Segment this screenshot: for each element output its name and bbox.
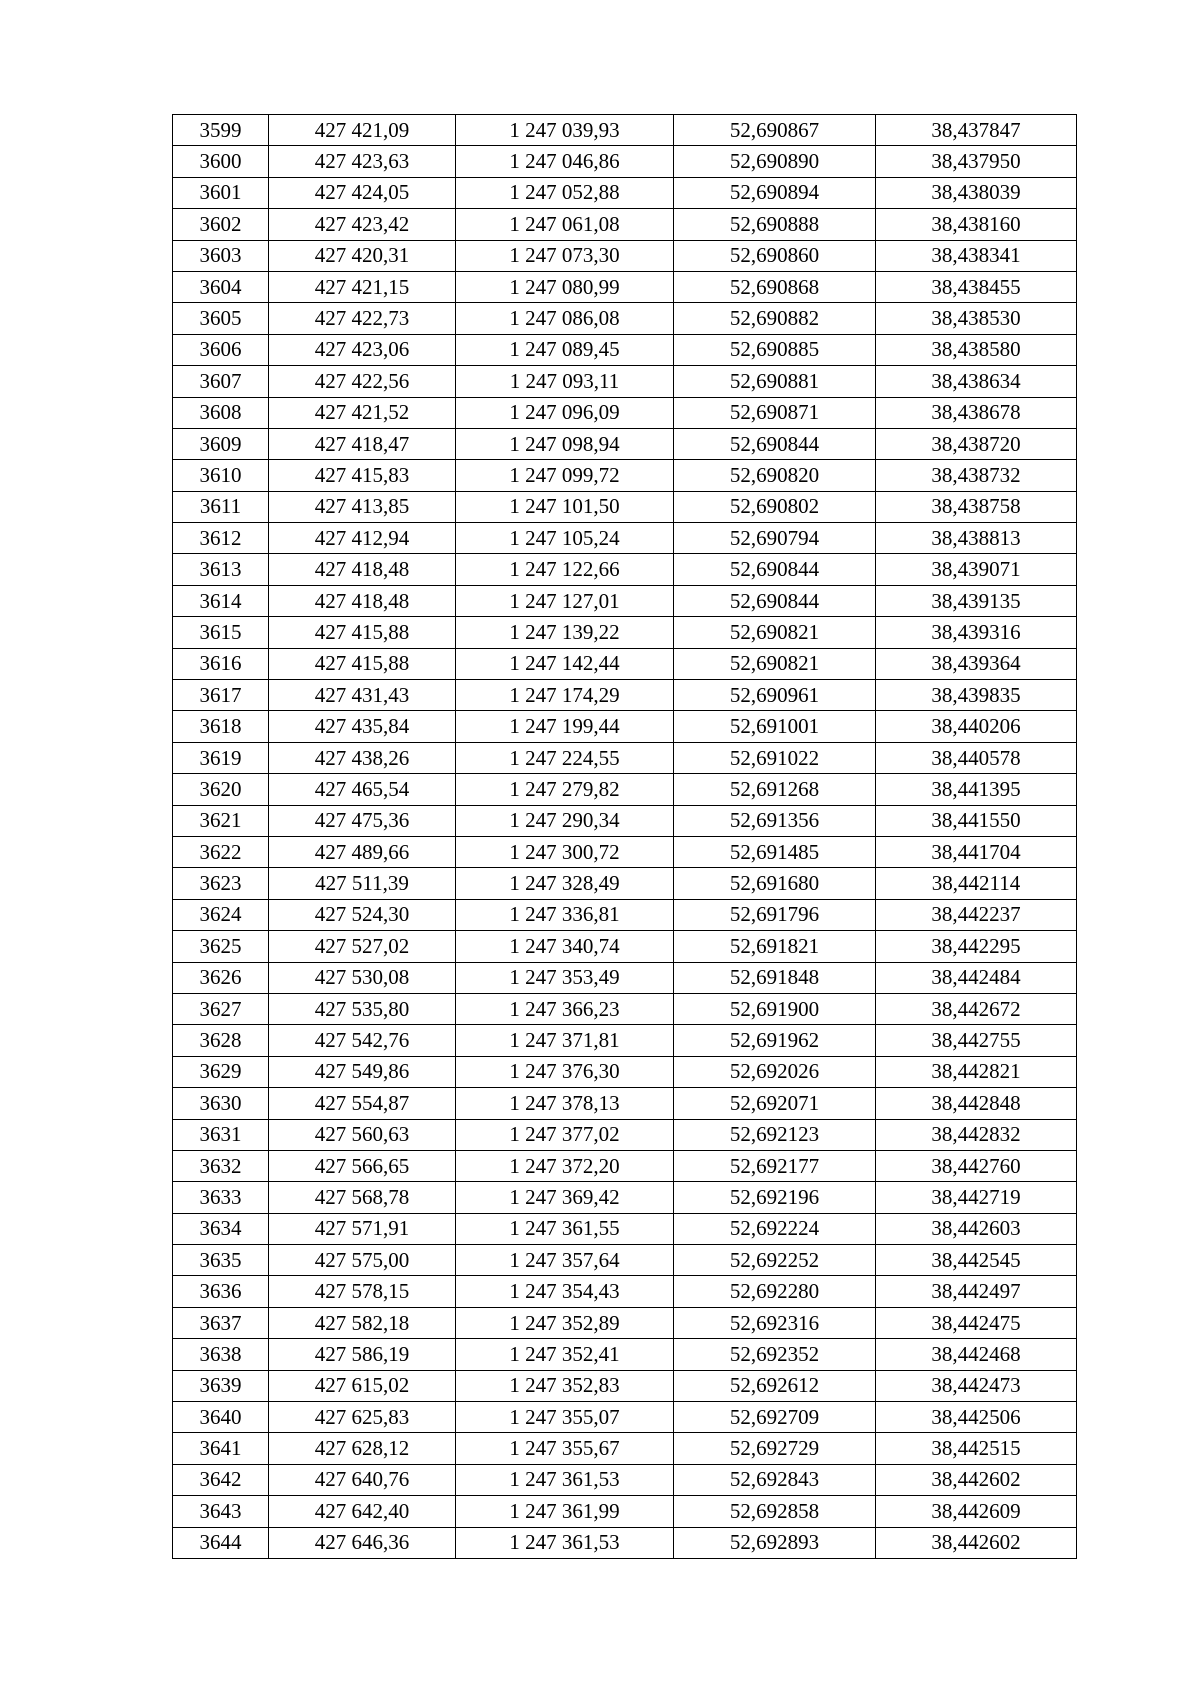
x-coordinate-cell: 427 423,42: [269, 209, 456, 240]
table-row: [173, 1433, 1077, 1464]
point-number-cell: 3619: [173, 742, 269, 773]
y-coordinate-cell: 1 247 093,11: [456, 366, 674, 397]
table-row: [173, 1402, 1077, 1433]
longitude-cell: 38,442609: [876, 1496, 1077, 1527]
table-row: [173, 1276, 1077, 1307]
latitude-cell: 52,690860: [674, 240, 876, 271]
table-row: [173, 397, 1077, 428]
table-row: [173, 617, 1077, 648]
y-coordinate-cell: 1 247 086,08: [456, 303, 674, 334]
y-coordinate-cell: 1 247 372,20: [456, 1150, 674, 1181]
table-row: [173, 1339, 1077, 1370]
y-coordinate-cell: 1 247 105,24: [456, 523, 674, 554]
longitude-cell: 38,442821: [876, 1056, 1077, 1087]
point-number-cell: 3644: [173, 1527, 269, 1558]
point-number-cell: 3606: [173, 334, 269, 365]
longitude-cell: 38,442545: [876, 1245, 1077, 1276]
table-row: [173, 1464, 1077, 1495]
x-coordinate-cell: 427 422,73: [269, 303, 456, 334]
y-coordinate-cell: 1 247 361,99: [456, 1496, 674, 1527]
y-coordinate-cell: 1 247 122,66: [456, 554, 674, 585]
table-row: [173, 868, 1077, 899]
y-coordinate-cell: 1 247 340,74: [456, 931, 674, 962]
y-coordinate-cell: 1 247 199,44: [456, 711, 674, 742]
x-coordinate-cell: 427 642,40: [269, 1496, 456, 1527]
x-coordinate-cell: 427 527,02: [269, 931, 456, 962]
y-coordinate-cell: 1 247 376,30: [456, 1056, 674, 1087]
point-number-cell: 3617: [173, 680, 269, 711]
latitude-cell: 52,691022: [674, 742, 876, 773]
latitude-cell: 52,692612: [674, 1370, 876, 1401]
longitude-cell: 38,442468: [876, 1339, 1077, 1370]
y-coordinate-cell: 1 247 061,08: [456, 209, 674, 240]
table-row: [173, 680, 1077, 711]
point-number-cell: 3610: [173, 460, 269, 491]
point-number-cell: 3618: [173, 711, 269, 742]
x-coordinate-cell: 427 568,78: [269, 1182, 456, 1213]
x-coordinate-cell: 427 530,08: [269, 962, 456, 993]
x-coordinate-cell: 427 435,84: [269, 711, 456, 742]
point-number-cell: 3601: [173, 177, 269, 208]
point-number-cell: 3611: [173, 491, 269, 522]
x-coordinate-cell: 427 560,63: [269, 1119, 456, 1150]
latitude-cell: 52,692252: [674, 1245, 876, 1276]
x-coordinate-cell: 427 615,02: [269, 1370, 456, 1401]
point-number-cell: 3599: [173, 115, 269, 146]
latitude-cell: 52,691900: [674, 993, 876, 1024]
y-coordinate-cell: 1 247 127,01: [456, 585, 674, 616]
table-row: [173, 271, 1077, 302]
latitude-cell: 52,690885: [674, 334, 876, 365]
point-number-cell: 3602: [173, 209, 269, 240]
point-number-cell: 3626: [173, 962, 269, 993]
y-coordinate-cell: 1 247 328,49: [456, 868, 674, 899]
longitude-cell: 38,439835: [876, 680, 1077, 711]
latitude-cell: 52,691821: [674, 931, 876, 962]
point-number-cell: 3622: [173, 836, 269, 867]
table-row: [173, 962, 1077, 993]
longitude-cell: 38,442497: [876, 1276, 1077, 1307]
point-number-cell: 3629: [173, 1056, 269, 1087]
longitude-cell: 38,438455: [876, 271, 1077, 302]
x-coordinate-cell: 427 465,54: [269, 774, 456, 805]
point-number-cell: 3639: [173, 1370, 269, 1401]
longitude-cell: 38,442760: [876, 1150, 1077, 1181]
table-row: [173, 774, 1077, 805]
y-coordinate-cell: 1 247 073,30: [456, 240, 674, 271]
longitude-cell: 38,437847: [876, 115, 1077, 146]
latitude-cell: 52,690821: [674, 617, 876, 648]
y-coordinate-cell: 1 247 089,45: [456, 334, 674, 365]
x-coordinate-cell: 427 475,36: [269, 805, 456, 836]
y-coordinate-cell: 1 247 361,53: [456, 1527, 674, 1558]
latitude-cell: 52,690890: [674, 146, 876, 177]
latitude-cell: 52,691848: [674, 962, 876, 993]
y-coordinate-cell: 1 247 361,53: [456, 1464, 674, 1495]
y-coordinate-cell: 1 247 369,42: [456, 1182, 674, 1213]
table-row: [173, 209, 1077, 240]
table-row: [173, 1496, 1077, 1527]
x-coordinate-cell: 427 542,76: [269, 1025, 456, 1056]
y-coordinate-cell: 1 247 336,81: [456, 899, 674, 930]
x-coordinate-cell: 427 418,47: [269, 428, 456, 459]
point-number-cell: 3627: [173, 993, 269, 1024]
longitude-cell: 38,442475: [876, 1307, 1077, 1338]
latitude-cell: 52,690844: [674, 554, 876, 585]
x-coordinate-cell: 427 423,06: [269, 334, 456, 365]
x-coordinate-cell: 427 420,31: [269, 240, 456, 271]
longitude-cell: 38,442506: [876, 1402, 1077, 1433]
table-row: [173, 742, 1077, 773]
latitude-cell: 52,690820: [674, 460, 876, 491]
latitude-cell: 52,690888: [674, 209, 876, 240]
latitude-cell: 52,692893: [674, 1527, 876, 1558]
longitude-cell: 38,442672: [876, 993, 1077, 1024]
latitude-cell: 52,690794: [674, 523, 876, 554]
point-number-cell: 3607: [173, 366, 269, 397]
y-coordinate-cell: 1 247 101,50: [456, 491, 674, 522]
longitude-cell: 38,442295: [876, 931, 1077, 962]
table-row: [173, 1213, 1077, 1244]
table-row: [173, 648, 1077, 679]
point-number-cell: 3604: [173, 271, 269, 302]
table-row: [173, 899, 1077, 930]
x-coordinate-cell: 427 575,00: [269, 1245, 456, 1276]
x-coordinate-cell: 427 524,30: [269, 899, 456, 930]
y-coordinate-cell: 1 247 046,86: [456, 146, 674, 177]
longitude-cell: 38,442484: [876, 962, 1077, 993]
latitude-cell: 52,691356: [674, 805, 876, 836]
y-coordinate-cell: 1 247 279,82: [456, 774, 674, 805]
longitude-cell: 38,442515: [876, 1433, 1077, 1464]
point-number-cell: 3613: [173, 554, 269, 585]
y-coordinate-cell: 1 247 300,72: [456, 836, 674, 867]
point-number-cell: 3605: [173, 303, 269, 334]
latitude-cell: 52,692729: [674, 1433, 876, 1464]
y-coordinate-cell: 1 247 377,02: [456, 1119, 674, 1150]
x-coordinate-cell: 427 412,94: [269, 523, 456, 554]
x-coordinate-cell: 427 578,15: [269, 1276, 456, 1307]
y-coordinate-cell: 1 247 355,67: [456, 1433, 674, 1464]
point-number-cell: 3632: [173, 1150, 269, 1181]
table-row: [173, 1056, 1077, 1087]
longitude-cell: 38,438039: [876, 177, 1077, 208]
longitude-cell: 38,441704: [876, 836, 1077, 867]
table-row: [173, 303, 1077, 334]
latitude-cell: 52,691962: [674, 1025, 876, 1056]
y-coordinate-cell: 1 247 290,34: [456, 805, 674, 836]
x-coordinate-cell: 427 640,76: [269, 1464, 456, 1495]
longitude-cell: 38,437950: [876, 146, 1077, 177]
longitude-cell: 38,442603: [876, 1213, 1077, 1244]
x-coordinate-cell: 427 423,63: [269, 146, 456, 177]
latitude-cell: 52,690871: [674, 397, 876, 428]
x-coordinate-cell: 427 415,88: [269, 648, 456, 679]
table-row: [173, 1370, 1077, 1401]
point-number-cell: 3636: [173, 1276, 269, 1307]
x-coordinate-cell: 427 571,91: [269, 1213, 456, 1244]
point-number-cell: 3634: [173, 1213, 269, 1244]
x-coordinate-cell: 427 586,19: [269, 1339, 456, 1370]
point-number-cell: 3630: [173, 1088, 269, 1119]
latitude-cell: 52,692123: [674, 1119, 876, 1150]
y-coordinate-cell: 1 247 096,09: [456, 397, 674, 428]
y-coordinate-cell: 1 247 052,88: [456, 177, 674, 208]
x-coordinate-cell: 427 554,87: [269, 1088, 456, 1119]
table-row: [173, 177, 1077, 208]
table-row: [173, 334, 1077, 365]
longitude-cell: 38,442755: [876, 1025, 1077, 1056]
point-number-cell: 3623: [173, 868, 269, 899]
point-number-cell: 3643: [173, 1496, 269, 1527]
y-coordinate-cell: 1 247 099,72: [456, 460, 674, 491]
x-coordinate-cell: 427 566,65: [269, 1150, 456, 1181]
x-coordinate-cell: 427 549,86: [269, 1056, 456, 1087]
point-number-cell: 3603: [173, 240, 269, 271]
x-coordinate-cell: 427 413,85: [269, 491, 456, 522]
longitude-cell: 38,438580: [876, 334, 1077, 365]
table-row: [173, 1119, 1077, 1150]
latitude-cell: 52,690881: [674, 366, 876, 397]
table-row: [173, 836, 1077, 867]
x-coordinate-cell: 427 421,52: [269, 397, 456, 428]
latitude-cell: 52,692316: [674, 1307, 876, 1338]
latitude-cell: 52,690821: [674, 648, 876, 679]
longitude-cell: 38,442848: [876, 1088, 1077, 1119]
longitude-cell: 38,440206: [876, 711, 1077, 742]
longitude-cell: 38,438678: [876, 397, 1077, 428]
y-coordinate-cell: 1 247 174,29: [456, 680, 674, 711]
table-row: [173, 491, 1077, 522]
table-row: [173, 1307, 1077, 1338]
point-number-cell: 3641: [173, 1433, 269, 1464]
latitude-cell: 52,692177: [674, 1150, 876, 1181]
latitude-cell: 52,690802: [674, 491, 876, 522]
y-coordinate-cell: 1 247 357,64: [456, 1245, 674, 1276]
x-coordinate-cell: 427 489,66: [269, 836, 456, 867]
x-coordinate-cell: 427 431,43: [269, 680, 456, 711]
y-coordinate-cell: 1 247 039,93: [456, 115, 674, 146]
point-number-cell: 3621: [173, 805, 269, 836]
table-row: [173, 240, 1077, 271]
y-coordinate-cell: 1 247 142,44: [456, 648, 674, 679]
point-number-cell: 3600: [173, 146, 269, 177]
longitude-cell: 38,442832: [876, 1119, 1077, 1150]
latitude-cell: 52,692843: [674, 1464, 876, 1495]
latitude-cell: 52,692280: [674, 1276, 876, 1307]
longitude-cell: 38,442473: [876, 1370, 1077, 1401]
table-row: [173, 1150, 1077, 1181]
table-row: [173, 1088, 1077, 1119]
latitude-cell: 52,690894: [674, 177, 876, 208]
table-row: [173, 460, 1077, 491]
point-number-cell: 3637: [173, 1307, 269, 1338]
x-coordinate-cell: 427 421,09: [269, 115, 456, 146]
point-number-cell: 3624: [173, 899, 269, 930]
y-coordinate-cell: 1 247 366,23: [456, 993, 674, 1024]
y-coordinate-cell: 1 247 080,99: [456, 271, 674, 302]
latitude-cell: 52,692196: [674, 1182, 876, 1213]
table-row: [173, 146, 1077, 177]
longitude-cell: 38,441550: [876, 805, 1077, 836]
point-number-cell: 3616: [173, 648, 269, 679]
point-number-cell: 3614: [173, 585, 269, 616]
longitude-cell: 38,438758: [876, 491, 1077, 522]
x-coordinate-cell: 427 625,83: [269, 1402, 456, 1433]
document-page: [172, 114, 1076, 1559]
y-coordinate-cell: 1 247 352,83: [456, 1370, 674, 1401]
point-number-cell: 3615: [173, 617, 269, 648]
y-coordinate-cell: 1 247 361,55: [456, 1213, 674, 1244]
x-coordinate-cell: 427 415,83: [269, 460, 456, 491]
table-row: [173, 523, 1077, 554]
latitude-cell: 52,692709: [674, 1402, 876, 1433]
table-row: [173, 1182, 1077, 1213]
point-number-cell: 3612: [173, 523, 269, 554]
table-row: [173, 711, 1077, 742]
latitude-cell: 52,692858: [674, 1496, 876, 1527]
table-row: [173, 115, 1077, 146]
latitude-cell: 52,690844: [674, 585, 876, 616]
point-number-cell: 3642: [173, 1464, 269, 1495]
longitude-cell: 38,439135: [876, 585, 1077, 616]
point-number-cell: 3620: [173, 774, 269, 805]
table-row: [173, 1245, 1077, 1276]
longitude-cell: 38,438813: [876, 523, 1077, 554]
longitude-cell: 38,438732: [876, 460, 1077, 491]
point-number-cell: 3608: [173, 397, 269, 428]
table-body: [173, 115, 1077, 1559]
x-coordinate-cell: 427 438,26: [269, 742, 456, 773]
longitude-cell: 38,438720: [876, 428, 1077, 459]
y-coordinate-cell: 1 247 098,94: [456, 428, 674, 459]
x-coordinate-cell: 427 535,80: [269, 993, 456, 1024]
table-row: [173, 366, 1077, 397]
x-coordinate-cell: 427 628,12: [269, 1433, 456, 1464]
x-coordinate-cell: 427 422,56: [269, 366, 456, 397]
longitude-cell: 38,439071: [876, 554, 1077, 585]
latitude-cell: 52,692071: [674, 1088, 876, 1119]
longitude-cell: 38,442602: [876, 1527, 1077, 1558]
latitude-cell: 52,691001: [674, 711, 876, 742]
longitude-cell: 38,442237: [876, 899, 1077, 930]
latitude-cell: 52,691268: [674, 774, 876, 805]
y-coordinate-cell: 1 247 378,13: [456, 1088, 674, 1119]
x-coordinate-cell: 427 582,18: [269, 1307, 456, 1338]
point-number-cell: 3638: [173, 1339, 269, 1370]
longitude-cell: 38,438530: [876, 303, 1077, 334]
x-coordinate-cell: 427 424,05: [269, 177, 456, 208]
longitude-cell: 38,439316: [876, 617, 1077, 648]
longitude-cell: 38,439364: [876, 648, 1077, 679]
x-coordinate-cell: 427 421,15: [269, 271, 456, 302]
latitude-cell: 52,690844: [674, 428, 876, 459]
latitude-cell: 52,692352: [674, 1339, 876, 1370]
point-number-cell: 3640: [173, 1402, 269, 1433]
table-row: [173, 1527, 1077, 1558]
longitude-cell: 38,438634: [876, 366, 1077, 397]
latitude-cell: 52,691485: [674, 836, 876, 867]
longitude-cell: 38,438341: [876, 240, 1077, 271]
x-coordinate-cell: 427 646,36: [269, 1527, 456, 1558]
y-coordinate-cell: 1 247 353,49: [456, 962, 674, 993]
coordinates-table: [172, 114, 1077, 1559]
y-coordinate-cell: 1 247 352,41: [456, 1339, 674, 1370]
table-row: [173, 805, 1077, 836]
longitude-cell: 38,440578: [876, 742, 1077, 773]
point-number-cell: 3631: [173, 1119, 269, 1150]
x-coordinate-cell: 427 415,88: [269, 617, 456, 648]
point-number-cell: 3633: [173, 1182, 269, 1213]
latitude-cell: 52,691680: [674, 868, 876, 899]
longitude-cell: 38,442719: [876, 1182, 1077, 1213]
longitude-cell: 38,442602: [876, 1464, 1077, 1495]
longitude-cell: 38,441395: [876, 774, 1077, 805]
latitude-cell: 52,690868: [674, 271, 876, 302]
y-coordinate-cell: 1 247 355,07: [456, 1402, 674, 1433]
latitude-cell: 52,690867: [674, 115, 876, 146]
longitude-cell: 38,438160: [876, 209, 1077, 240]
latitude-cell: 52,690961: [674, 680, 876, 711]
point-number-cell: 3609: [173, 428, 269, 459]
table-row: [173, 428, 1077, 459]
table-row: [173, 585, 1077, 616]
table-row: [173, 931, 1077, 962]
x-coordinate-cell: 427 418,48: [269, 554, 456, 585]
table-row: [173, 993, 1077, 1024]
y-coordinate-cell: 1 247 352,89: [456, 1307, 674, 1338]
y-coordinate-cell: 1 247 224,55: [456, 742, 674, 773]
latitude-cell: 52,692026: [674, 1056, 876, 1087]
table-row: [173, 1025, 1077, 1056]
latitude-cell: 52,690882: [674, 303, 876, 334]
longitude-cell: 38,442114: [876, 868, 1077, 899]
x-coordinate-cell: 427 511,39: [269, 868, 456, 899]
x-coordinate-cell: 427 418,48: [269, 585, 456, 616]
y-coordinate-cell: 1 247 139,22: [456, 617, 674, 648]
table-row: [173, 554, 1077, 585]
y-coordinate-cell: 1 247 354,43: [456, 1276, 674, 1307]
point-number-cell: 3625: [173, 931, 269, 962]
latitude-cell: 52,692224: [674, 1213, 876, 1244]
point-number-cell: 3628: [173, 1025, 269, 1056]
y-coordinate-cell: 1 247 371,81: [456, 1025, 674, 1056]
latitude-cell: 52,691796: [674, 899, 876, 930]
point-number-cell: 3635: [173, 1245, 269, 1276]
